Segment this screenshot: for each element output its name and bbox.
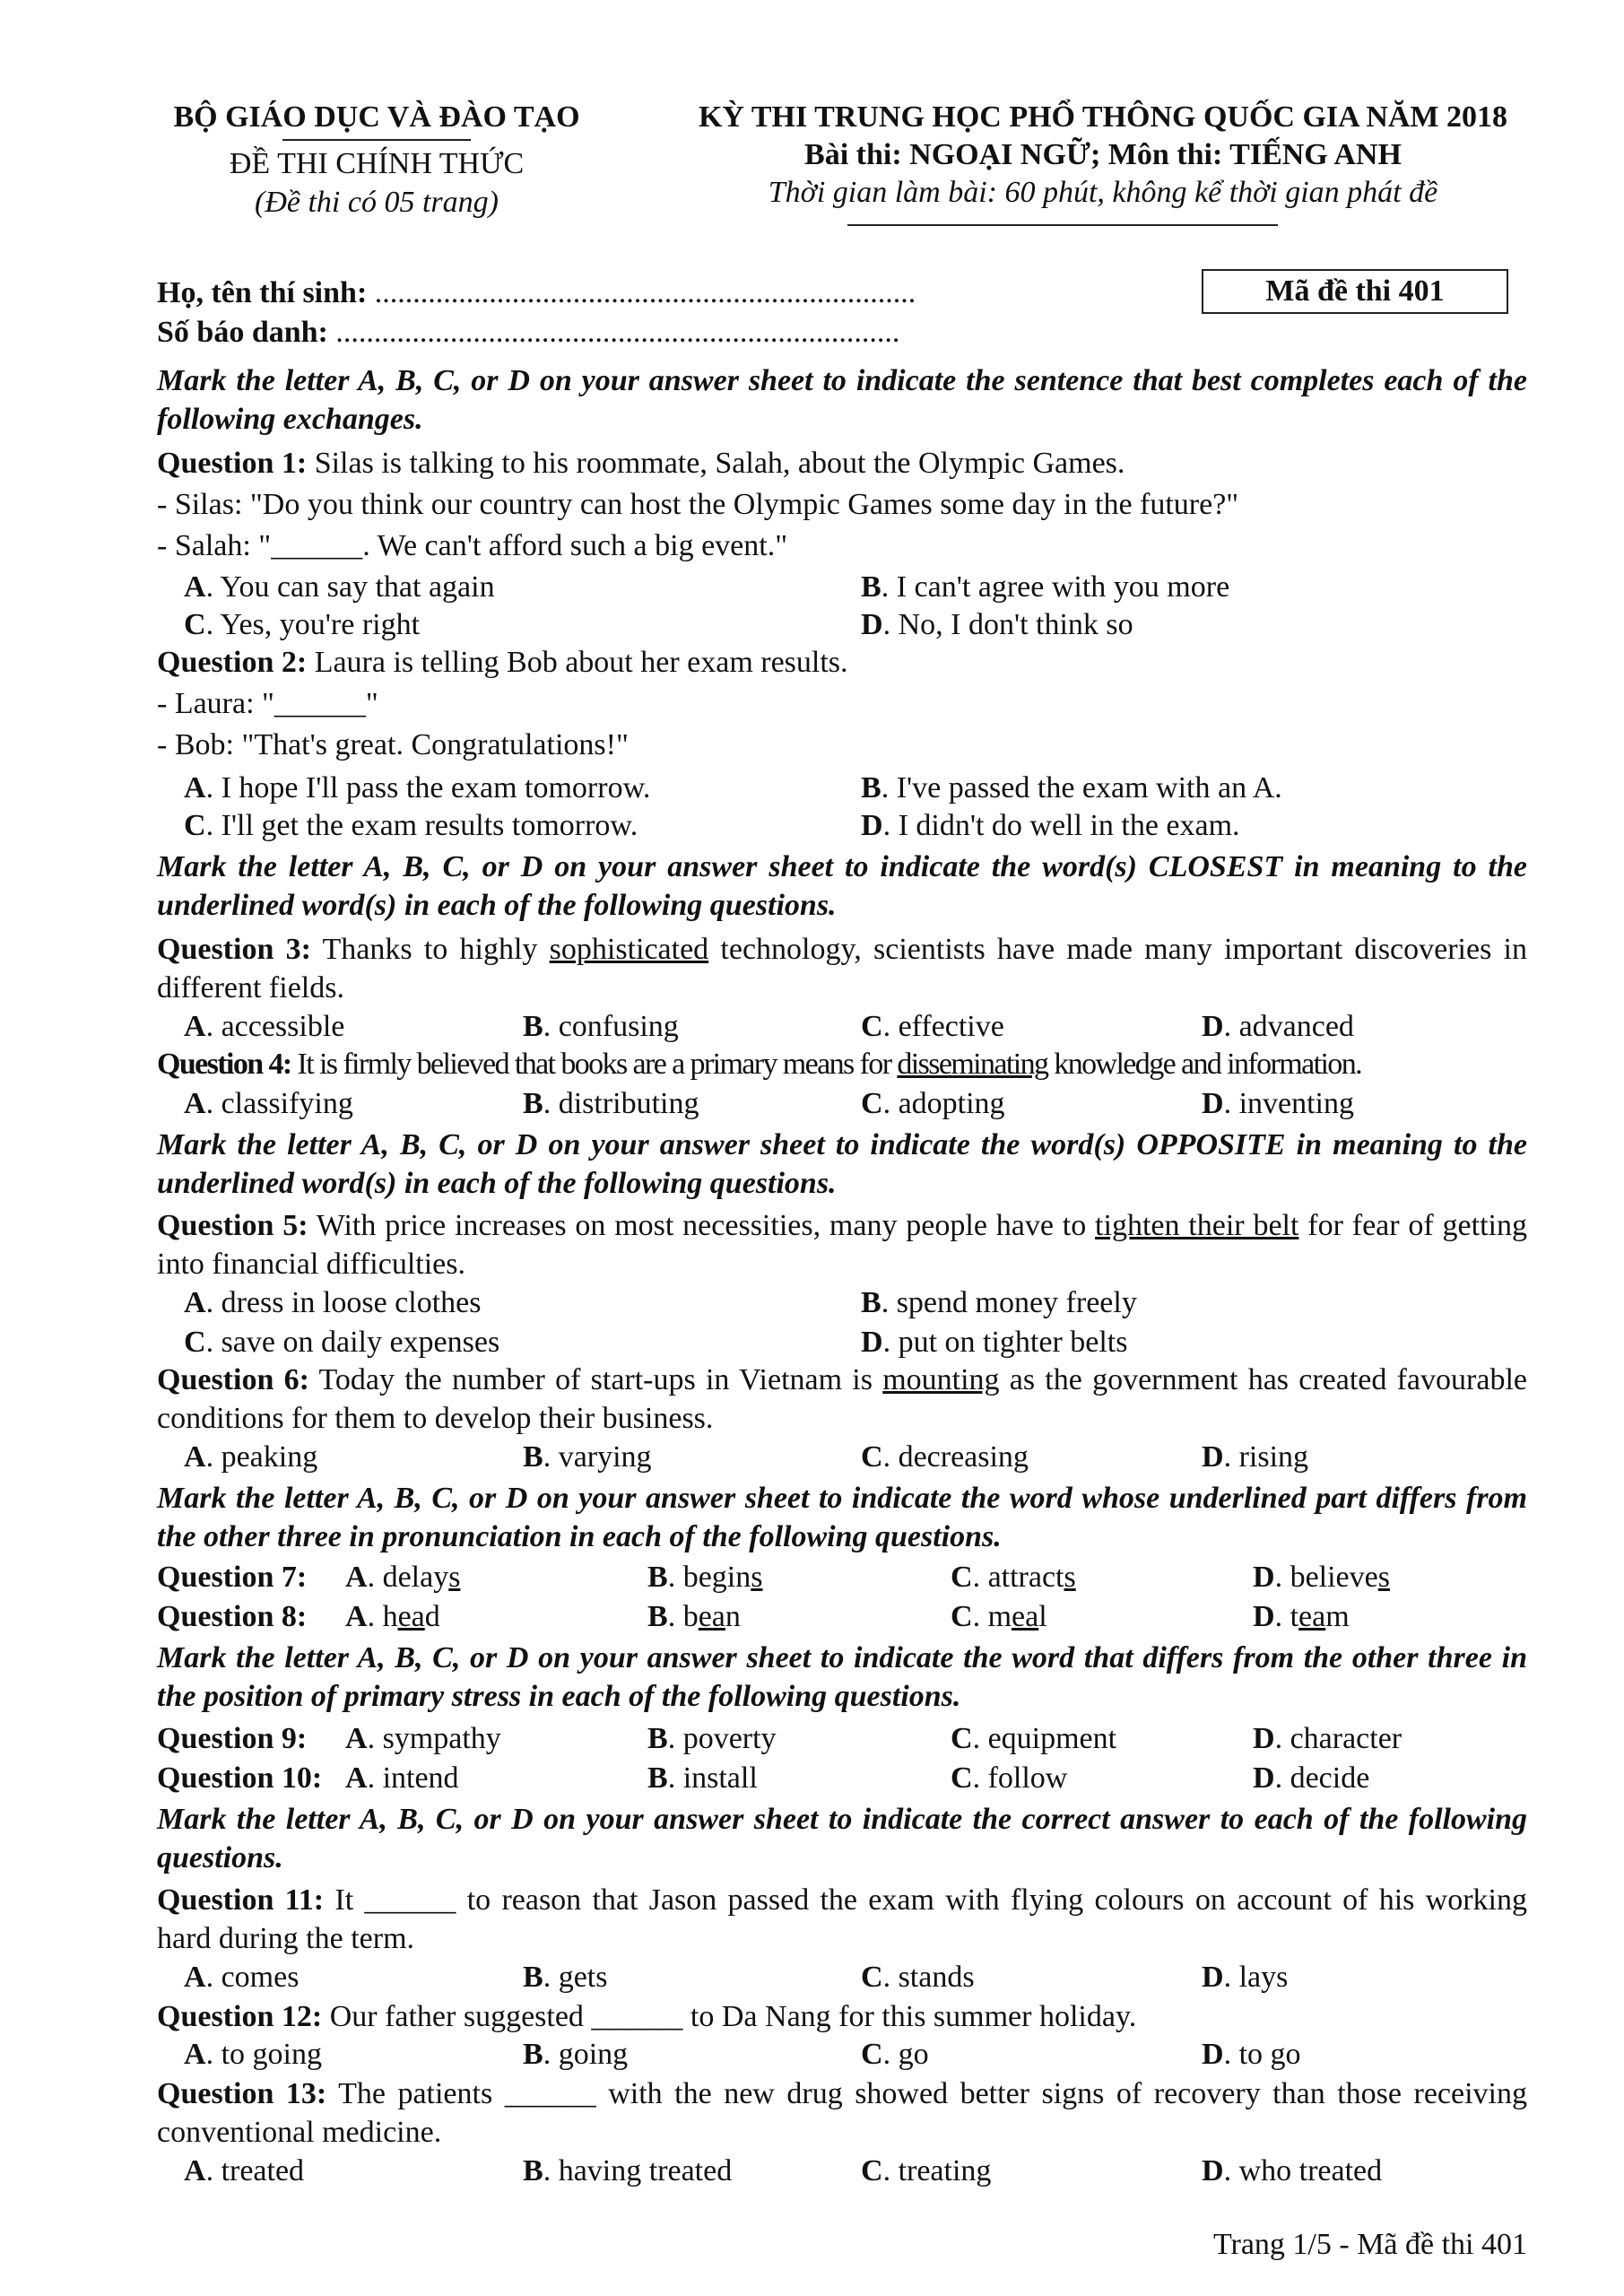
question-5-option-b[interactable]: B. spend money freely — [861, 1286, 1137, 1319]
option-text: equipment — [987, 1722, 1117, 1755]
option-text: n — [725, 1600, 741, 1633]
section-instruction-stress: Mark the letter A, B, C, or D on your answer sheet to indicate the word that differs from the other three in the position of primary stress in each of the following questions. — [157, 1641, 1527, 1713]
option-text: go — [898, 2038, 929, 2071]
underlined-part: ea — [397, 1600, 425, 1633]
candidate-name-dots: ....................................................................... — [367, 276, 916, 309]
dialogue-rest: " — [365, 687, 378, 720]
question-1-option-c[interactable]: C. Yes, you're right — [184, 608, 421, 641]
option-text: going — [558, 2038, 629, 2071]
question-2-option-c[interactable]: C. I'll get the exam results tomorrow. — [184, 809, 638, 842]
option-text: t — [1290, 1600, 1299, 1633]
option-text: begin — [682, 1561, 751, 1594]
underlined-part: ea — [1012, 1600, 1039, 1633]
option-text: treating — [898, 2154, 992, 2187]
question-8-option-c[interactable]: C. meal — [951, 1600, 1047, 1633]
question-9-option-b[interactable]: B. poverty — [647, 1722, 777, 1755]
option-text: adopting — [898, 1087, 1005, 1120]
question-3-option-c[interactable]: C. effective — [861, 1010, 1004, 1043]
question-4-label: Question 4: — [157, 1048, 291, 1081]
underlined-word: mounting — [882, 1363, 1000, 1396]
exam-code-box: Mã đề thi 401 — [1202, 269, 1508, 314]
question-12-stem — [157, 1998, 1527, 2037]
option-text: m — [987, 1600, 1012, 1633]
candidate-name-label: Họ, tên thí sinh: — [157, 276, 368, 309]
question-5-stem — [157, 1207, 1527, 1283]
option-text: I hope I'll pass the exam tomorrow. — [221, 771, 651, 804]
question-6-option-c[interactable]: C. decreasing — [861, 1440, 1029, 1474]
question-3-option-d[interactable]: D. advanced — [1202, 1010, 1354, 1043]
underlined-word: disseminating — [897, 1048, 1048, 1081]
question-12-option-c[interactable]: C. go — [861, 2038, 929, 2071]
question-text: as the government has created favourable conditions for them to develop their business. — [157, 1363, 1527, 1435]
underlined-part: ea — [698, 1600, 725, 1633]
question-7-option-a[interactable]: A. delays — [345, 1561, 461, 1594]
question-5-option-a[interactable]: A. dress in loose clothes — [184, 1286, 482, 1319]
question-7-option-c[interactable]: C. attracts — [951, 1561, 1076, 1594]
option-text: to go — [1238, 2038, 1301, 2071]
dialogue-rest: . We can't afford such a big event." — [362, 529, 788, 562]
question-1-option-a[interactable]: A. You can say that again — [184, 570, 495, 604]
question-10-option-d[interactable]: D. decide — [1253, 1761, 1370, 1795]
option-text: confusing — [558, 1010, 679, 1043]
question-7-label: Question 7: — [157, 1561, 308, 1594]
question-6-option-a[interactable]: A. peaking — [184, 1440, 318, 1474]
dialogue-speaker: - Salah: " — [157, 529, 272, 562]
question-7-option-b[interactable]: B. begins — [647, 1561, 763, 1594]
option-text: distributing — [558, 1087, 699, 1120]
question-4-stem — [157, 1046, 1527, 1084]
question-1-dialogue-1: - Silas: "Do you think our country can host the Olympic Games some day in the future?" — [157, 488, 1239, 521]
dialogue-speaker: - Laura: " — [157, 687, 274, 720]
question-5-option-c[interactable]: C. save on daily expenses — [184, 1326, 500, 1359]
question-10-option-c[interactable]: C. follow — [951, 1761, 1068, 1795]
question-text: Our father suggested ______ to Da Nang for this summer holiday. — [322, 2000, 1137, 2033]
option-text: rising — [1238, 1440, 1309, 1474]
underlined-part: s — [751, 1561, 763, 1594]
ministry-name: BỘ GIÁO DỤC VÀ ĐÀO TẠO — [173, 100, 580, 134]
question-1-dialogue-2 — [157, 527, 1527, 566]
option-text: follow — [987, 1761, 1068, 1795]
candidate-id-dots: .......................................................................... — [327, 316, 900, 349]
option-text: b — [682, 1600, 699, 1633]
ministry-underline — [282, 139, 471, 141]
underlined-phrase: tighten their belt — [1095, 1209, 1299, 1242]
question-text: for fear of getting into financial difficulties. — [157, 1209, 1527, 1281]
question-9-label: Question 9: — [157, 1722, 308, 1755]
question-2-dialogue-2: - Bob: "That's great. Congratulations!" — [157, 728, 629, 761]
question-1-option-b[interactable]: B. I can't agree with you more — [861, 570, 1230, 604]
question-9-option-d[interactable]: D. character — [1253, 1722, 1403, 1755]
question-8-label: Question 8: — [157, 1600, 308, 1633]
option-text: spend money freely — [896, 1286, 1137, 1319]
page-count-note: (Đề thi có 05 trang) — [255, 186, 499, 219]
question-13-stem — [157, 2075, 1527, 2152]
section-instruction-correct-answer: Mark the letter A, B, C, or D on your answer sheet to indicate the correct answer to each of the following questions. — [157, 1803, 1527, 1874]
question-10-label: Question 10: — [157, 1761, 323, 1795]
candidate-id-label: Số báo danh: — [157, 316, 328, 349]
option-text: advanced — [1238, 1010, 1354, 1043]
question-11-stem — [157, 1882, 1527, 1958]
option-text: decreasing — [898, 1440, 1029, 1474]
option-text: lays — [1238, 1961, 1289, 1994]
answer-blank: ______ — [271, 529, 363, 562]
question-7-option-d[interactable]: D. believes — [1253, 1561, 1390, 1594]
option-text: classifying — [221, 1087, 353, 1120]
option-text: varying — [558, 1440, 652, 1474]
question-5-label: Question 5: — [157, 1209, 308, 1242]
option-text: delay — [382, 1561, 449, 1594]
question-12-option-d[interactable]: D. to go — [1202, 2038, 1301, 2071]
question-9-option-c[interactable]: C. equipment — [951, 1722, 1117, 1755]
question-3-option-b[interactable]: B. confusing — [523, 1010, 679, 1043]
option-text: I've passed the exam with an A. — [896, 771, 1282, 804]
question-2-option-d[interactable]: D. I didn't do well in the exam. — [861, 809, 1240, 842]
question-1-label: Question 1: — [157, 447, 308, 480]
section-instruction-exchanges: Mark the letter A, B, C, or D on your answer sheet to indicate the sentence that best completes each of the following exchanges. — [157, 364, 1527, 436]
question-2-label: Question 2: — [157, 646, 308, 679]
question-2-stem — [157, 644, 1527, 683]
question-1-text: Silas is talking to his roommate, Salah, about the Olympic Games. — [307, 447, 1125, 480]
underlined-part: s — [1377, 1561, 1390, 1594]
question-1-option-d[interactable]: D. No, I don't think so — [861, 608, 1133, 641]
option-text: having treated — [558, 2154, 733, 2187]
question-4-option-d[interactable]: D. inventing — [1202, 1087, 1354, 1120]
question-text: Thanks to highly — [310, 933, 550, 966]
question-text: It ______ to reason that Jason passed the exam with flying colours on account of his working hard during the term. — [157, 1883, 1527, 1955]
section-instruction-closest: Mark the letter A, B, C, or D on your answer sheet to indicate the word(s) CLOSEST in meaning to the underlined word(s) in each of the following questions. — [157, 850, 1527, 922]
option-text: to going — [221, 2038, 322, 2071]
option-text: I'll get the exam results tomorrow. — [221, 809, 638, 842]
option-text: sympathy — [382, 1722, 501, 1755]
option-text: treated — [221, 2154, 305, 2187]
option-text: I can't agree with you more — [896, 570, 1230, 604]
question-11-label: Question 11: — [157, 1883, 325, 1917]
question-6-option-b[interactable]: B. varying — [523, 1440, 652, 1474]
official-exam-label: ĐỀ THI CHÍNH THỨC — [229, 147, 525, 180]
option-text: comes — [221, 1961, 300, 1994]
page-footer: Trang 1/5 - Mã đề thi 401 — [1212, 2228, 1527, 2261]
question-9-option-a[interactable]: A. sympathy — [345, 1722, 501, 1755]
question-4-option-a[interactable]: A. classifying — [184, 1087, 353, 1120]
question-12-option-a[interactable]: A. to going — [184, 2038, 322, 2071]
underlined-part: s — [1064, 1561, 1076, 1594]
option-text: character — [1290, 1722, 1403, 1755]
question-13-option-d[interactable]: D. who treated — [1202, 2154, 1383, 2187]
question-8-option-d[interactable]: D. team — [1253, 1600, 1350, 1633]
question-13-option-a[interactable]: A. treated — [184, 2154, 305, 2187]
section-instruction-pronunciation: Mark the letter A, B, C, or D on your answer sheet to indicate the word whose underlined part differs from the other three in pronunciation in each of the following questions. — [157, 1482, 1527, 1553]
question-6-option-d[interactable]: D. rising — [1202, 1440, 1309, 1474]
question-text: It is firmly believed that books are a primary means for — [291, 1048, 898, 1081]
option-text: m — [1325, 1600, 1350, 1633]
option-text: l — [1038, 1600, 1047, 1633]
question-10-option-b[interactable]: B. install — [647, 1761, 758, 1795]
option-text: intend — [382, 1761, 459, 1795]
question-6-stem — [157, 1361, 1527, 1438]
underlined-part: ea — [1298, 1600, 1326, 1633]
option-text: peaking — [221, 1440, 318, 1474]
question-text: Today the number of start-ups in Vietnam is — [308, 1363, 883, 1396]
section-instruction-opposite: Mark the letter A, B, C, or D on your answer sheet to indicate the word(s) OPPOSITE in meaning to the underlined word(s) in each of the following questions. — [157, 1128, 1527, 1200]
option-text: who treated — [1238, 2154, 1383, 2187]
option-text: put on tighter belts — [898, 1326, 1128, 1359]
option-text: No, I don't think so — [898, 608, 1133, 641]
question-8-option-a[interactable]: A. head — [345, 1600, 440, 1633]
question-text: With price increases on most necessities, many people have to — [308, 1209, 1096, 1242]
option-text: I didn't do well in the exam. — [898, 809, 1240, 842]
exam-time: Thời gian làm bài: 60 phút, không kể thời gian phát đề — [768, 176, 1438, 209]
candidate-name-row — [157, 274, 916, 313]
answer-blank: ______ — [274, 687, 366, 720]
question-4-option-b[interactable]: B. distributing — [523, 1087, 699, 1120]
question-13-option-c[interactable]: C. treating — [861, 2154, 992, 2187]
option-text: accessible — [221, 1010, 345, 1043]
question-12-label: Question 12: — [157, 2000, 323, 2033]
option-text: Yes, you're right — [220, 608, 421, 641]
question-text: The patients ______ with the new drug showed better signs of recovery than those receiving conventional medicine. — [157, 2077, 1527, 2149]
question-text: knowledge and information. — [1047, 1048, 1361, 1081]
option-text: believe — [1290, 1561, 1378, 1594]
option-text: poverty — [682, 1722, 777, 1755]
question-11-option-c[interactable]: C. stands — [861, 1961, 975, 1994]
question-13-option-b[interactable]: B. having treated — [523, 2154, 733, 2187]
option-text: decide — [1290, 1761, 1370, 1795]
question-text: technology, scientists have made many important discoveries in different fields. — [157, 933, 1527, 1004]
candidate-id-row — [157, 314, 899, 352]
underlined-part: s — [448, 1561, 461, 1594]
question-3-label: Question 3: — [157, 933, 311, 966]
question-3-stem — [157, 931, 1527, 1007]
option-text: stands — [898, 1961, 975, 1994]
option-text: dress in loose clothes — [221, 1286, 482, 1319]
title-underline — [847, 224, 1278, 226]
underlined-word: sophisticated — [549, 933, 709, 966]
question-11-option-b[interactable]: B. gets — [523, 1961, 608, 1994]
option-text: inventing — [1238, 1087, 1354, 1120]
question-3-option-a[interactable]: A. accessible — [184, 1010, 345, 1043]
question-6-label: Question 6: — [157, 1363, 309, 1396]
question-12-option-b[interactable]: B. going — [523, 2038, 629, 2071]
question-4-option-c[interactable]: C. adopting — [861, 1087, 1005, 1120]
option-text: d — [424, 1600, 440, 1633]
question-13-label: Question 13: — [157, 2077, 327, 2110]
question-10-option-a[interactable]: A. intend — [345, 1761, 459, 1795]
question-1-stem — [157, 445, 1527, 483]
question-2-option-b[interactable]: B. I've passed the exam with an A. — [861, 771, 1282, 804]
question-8-option-b[interactable]: B. bean — [647, 1600, 741, 1633]
option-text: h — [382, 1600, 398, 1633]
option-text: effective — [898, 1010, 1004, 1043]
question-5-option-d[interactable]: D. put on tighter belts — [861, 1326, 1128, 1359]
question-2-dialogue-1 — [157, 685, 1527, 724]
option-text: save on daily expenses — [221, 1326, 500, 1359]
exam-subject: Bài thi: NGOẠI NGỮ; Môn thi: TIẾNG ANH — [804, 138, 1402, 171]
question-2-text: Laura is telling Bob about her exam results. — [307, 646, 848, 679]
question-11-option-d[interactable]: D. lays — [1202, 1961, 1289, 1994]
option-text: You can say that again — [220, 570, 495, 604]
question-11-option-a[interactable]: A. comes — [184, 1961, 300, 1994]
option-text: attract — [987, 1561, 1064, 1594]
option-text: gets — [558, 1961, 608, 1994]
question-2-option-a[interactable]: A. I hope I'll pass the exam tomorrow. — [184, 771, 651, 804]
exam-title: KỲ THI TRUNG HỌC PHỔ THÔNG QUỐC GIA NĂM 2018 — [698, 100, 1508, 134]
option-text: install — [682, 1761, 758, 1795]
